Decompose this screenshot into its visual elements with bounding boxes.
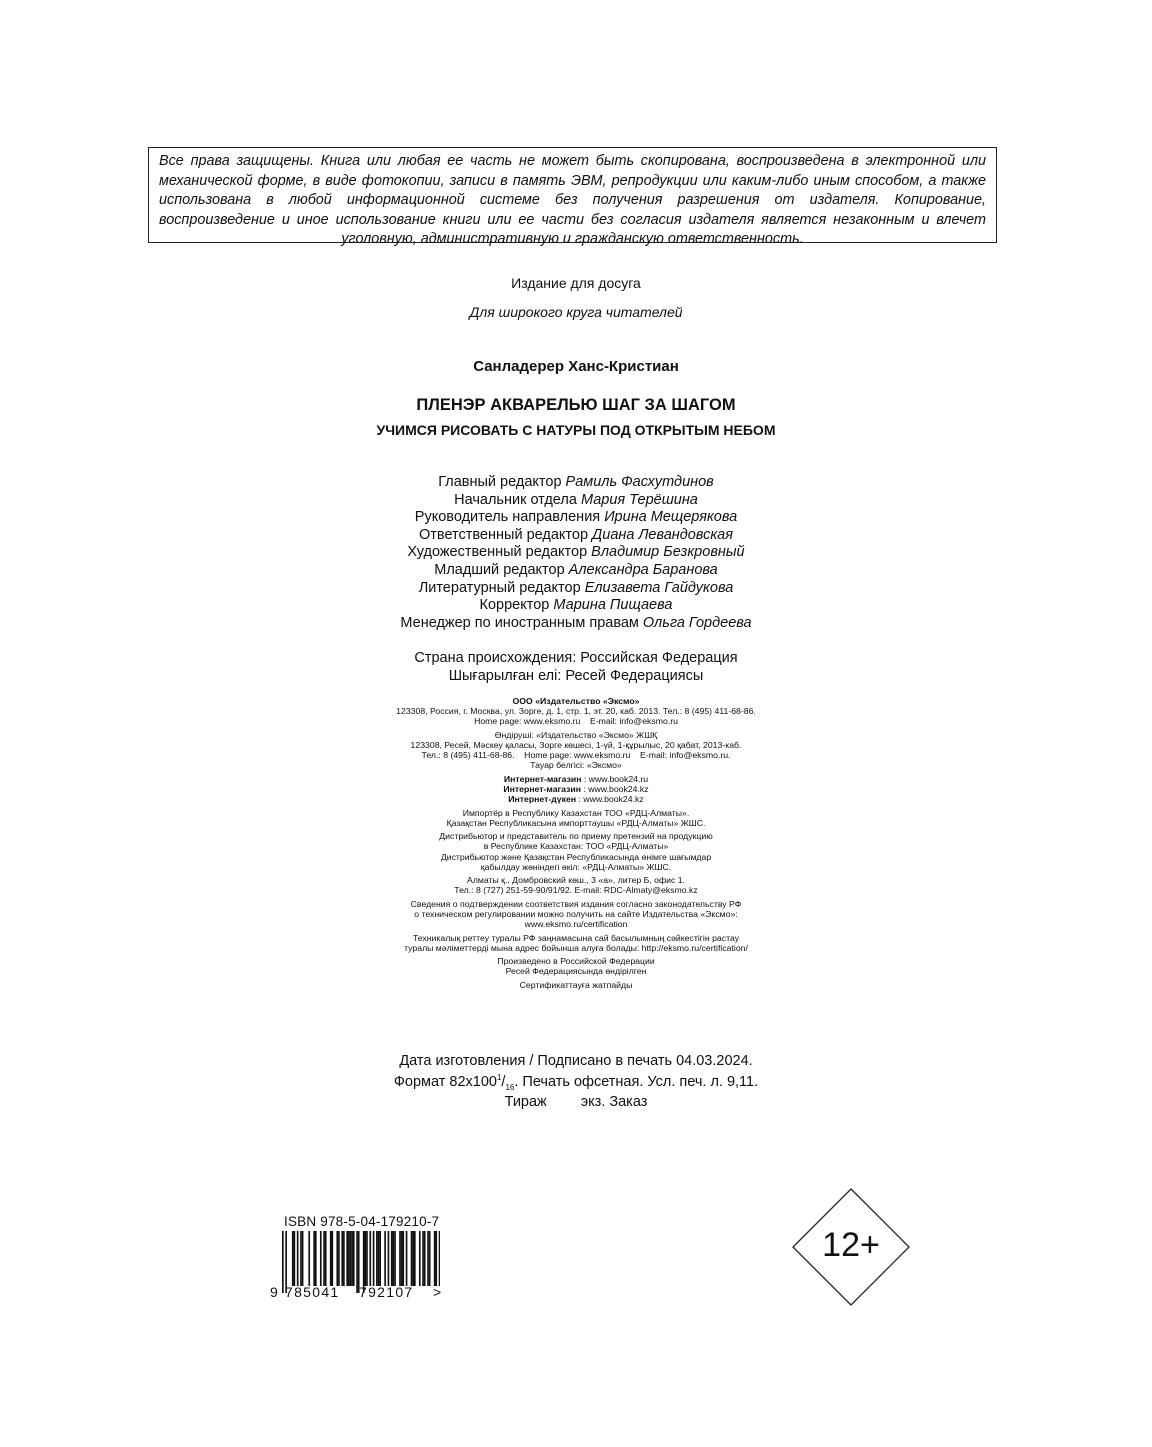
book-title: ПЛЕНЭР АКВАРЕЛЬЮ ШАГ ЗА ШАГОМ [416, 396, 736, 414]
barcode-bar [412, 1231, 414, 1286]
print-date: Дата изготовления / Подписано в печать 04.03.2024. [399, 1053, 753, 1069]
shop-ru: Интернет-магазин : www.book24.ru [503, 773, 649, 784]
age-rating-label: 12+ [822, 1226, 880, 1264]
barcode-bar [332, 1231, 334, 1286]
cert-ru-3: www.eksmo.ru/certification [524, 919, 628, 930]
barcode-bar [338, 1231, 340, 1286]
credit-line: Менеджер по иностранным правам Ольга Гордеева [400, 614, 752, 631]
almaty-address: Алматы қ., Домбровский көш., 3 «а», литер Б, офис 1. [467, 875, 685, 886]
distributor-info [0, 831, 1152, 872]
barcode-bar [353, 1231, 355, 1286]
barcode-bar [393, 1231, 395, 1286]
country-of-origin [0, 650, 1152, 685]
publisher-address: 123308, Россия, г. Москва, ул. Зорге, д. 1, стр. 1, эт. 20, каб. 2013. Тел.: 8 (495) 411-68-86. [396, 706, 756, 717]
distributor-kz-2: қабылдау жөніндегі өкіл: «РДЦ-Алматы» ЖШС. [480, 861, 672, 872]
credit-line: Начальник отдела Мария Терёшина [454, 491, 698, 508]
barcode-bar [434, 1231, 436, 1286]
edition-type: Издание для досуга [511, 275, 641, 291]
barcode-bar [313, 1231, 315, 1286]
barcode-bar [351, 1231, 353, 1286]
barcode-bar [297, 1231, 299, 1286]
barcode-bar [294, 1231, 296, 1286]
made-ru: Произведено в Российской Федерации [497, 956, 655, 967]
cert-kz-2: туралы мәліметтерді мына адрес бойынша алуға болады: http://eksmo.ru/certification/ [404, 942, 748, 953]
barcode-bar [419, 1231, 421, 1286]
credit-line: Художественный редактор Владимир Безкровный [407, 544, 745, 561]
barcode-bar [346, 1231, 348, 1286]
age-rating-badge [792, 1188, 910, 1306]
made-in [0, 956, 1152, 976]
almaty-contacts: Тел.: 8 (727) 251-59-90/91/92. E-mail: RDC-Almaty@eksmo.kz [454, 885, 698, 896]
isbn-number: ISBN 978-5-04-179210-7 [284, 1214, 440, 1229]
barcode-bar [323, 1231, 325, 1286]
credit-line: Корректор Марина Пищаева [479, 597, 673, 614]
author: Санладерер Ханс-Кристиан [473, 358, 679, 375]
barcode-bar [384, 1231, 386, 1286]
credit-line: Руководитель направления Ирина Мещерякова [414, 509, 738, 526]
barcode-bar [435, 1231, 437, 1286]
barcode-bar [373, 1231, 375, 1286]
barcode-bar [365, 1231, 367, 1286]
barcode-bar [378, 1231, 380, 1286]
barcode-bar [376, 1231, 378, 1286]
barcode-bar [402, 1231, 404, 1286]
barcode-bar [330, 1231, 332, 1286]
print-info [0, 1051, 1152, 1113]
barcode-left-group: 785041 [285, 1284, 340, 1300]
barcode-bar [325, 1231, 327, 1286]
barcode-bar [427, 1231, 429, 1286]
distributor-ru-2: в Республике Казахстан: ТОО «РДЦ-Алматы» [483, 841, 669, 852]
cert-ru-1: Сведения о подтверждении соответствия издания согласно законодательству РФ [410, 898, 742, 909]
publisher-info [0, 696, 1152, 727]
no-cert: Сертификаттауға жатпайды [519, 979, 633, 990]
barcode-bar [391, 1231, 393, 1286]
book-subtitle: УЧИМСЯ РИСОВАТЬ С НАТУРЫ ПОД ОТКРЫТЫМ НЕБОМ [376, 422, 776, 438]
barcode-bar [394, 1231, 396, 1286]
barcode-bar [356, 1231, 358, 1293]
barcode-bar [300, 1231, 302, 1286]
barcode-bar [424, 1231, 426, 1286]
distributor-kz-1: Дистрибьютор және Қазақстан Республикасында өнімге шағымдар [440, 851, 712, 862]
barcode-bar [315, 1231, 317, 1286]
kz-producer-info [0, 730, 1152, 771]
publisher-web: Home page: www.eksmo.ru E-mail: info@eksmo.ru [474, 716, 678, 727]
kz-trademark: Тауар белгісі: «Эксмо» [530, 760, 622, 771]
credit-line: Главный редактор Рамиль Фасхутдинов [438, 474, 714, 490]
no-certification [0, 980, 1152, 990]
made-kz: Ресей Федерациясында өндірілген [505, 966, 647, 977]
barcode-bar [302, 1231, 304, 1286]
barcode-bar [401, 1231, 403, 1286]
certification-ru [0, 899, 1152, 930]
audience: Для широкого круга читателей [469, 304, 683, 320]
distributor-ru-1: Дистрибьютор и представитель по приему претензий на продукцию [439, 831, 713, 842]
barcode-bar [406, 1231, 408, 1286]
certification-kz [0, 933, 1152, 953]
importer-kz: Қазақстан Республикасына импорттаушы «РДЦ-Алматы» ЖШС. [446, 817, 706, 828]
barcode-bar [399, 1231, 401, 1286]
copyright-text: Все права защищены. Книга или любая ее часть не может быть скопирована, воспроизведена в электронной или механической форме, в виде фотокопии, записи в память ЭВМ, репродукции или каким-либо иным способом, а также использована в любой информационной системе без получения разрешения от издателя. Копирование, воспроизведение и иное использование книги или ее части без согласия издателя является незаконным и влечет уголовную, административную и гражданскую ответственность. [159, 153, 986, 247]
credits-list [0, 474, 1152, 632]
barcode-bar [366, 1231, 368, 1286]
origin-ru: Страна происхождения: Российская Федерация [414, 650, 738, 666]
print-format: Формат $82х100^1/_{16}$. Печать офсетная. Усл. печ. л. 9,11. [393, 1072, 759, 1092]
barcode-bar [320, 1231, 322, 1286]
barcode-bar [343, 1231, 345, 1286]
credit-line: Литературный редактор Елизавета Гайдукова [418, 579, 734, 596]
barcode-bar [369, 1231, 371, 1286]
importer-ru: Импортёр в Республику Казахстан ТОО «РДЦ-Алматы». [462, 807, 690, 818]
barcode-trail-mark: > [433, 1284, 442, 1300]
publisher-name: ООО «Издательство «Эксмо» [512, 696, 640, 706]
barcode-lead-digit: 9 [270, 1284, 278, 1300]
origin-kz: Шығарылған елі: Ресей Федерациясы [448, 667, 704, 684]
barcode-bar [336, 1231, 338, 1286]
cert-ru-2: о техническом регулировании можно получить на сайте Издательства «Эксмо»: [414, 908, 738, 919]
barcode-bar [308, 1231, 310, 1286]
barcode-bar [439, 1231, 440, 1286]
kz-address: 123308, Ресей, Мәскеу қаласы, Зорге көшесі, 1-үй, 1-құрылыс, 20 қабат, 2013-каб. [410, 740, 742, 750]
barcode-bar [411, 1231, 413, 1286]
online-shops [0, 774, 1152, 805]
shop-kz: Интернет-магазин : www.book24.kz [503, 784, 649, 794]
credit-line: Младший редактор Александра Баранова [434, 561, 718, 578]
copyright-notice [148, 147, 997, 247]
barcode-bar [379, 1231, 381, 1286]
barcode-bar [388, 1231, 390, 1286]
cert-kz-1: Техникалық реттеу туралы РФ заңнамасына сай басылымның сәйкестігін растау [412, 932, 740, 943]
barcode-bar [414, 1231, 416, 1286]
shop-kz-2: Интернет-дүкен : www.book24.kz [508, 794, 644, 805]
importer-info [0, 808, 1152, 828]
barcode-bar [348, 1231, 350, 1286]
isbn-barcode [270, 1214, 450, 1304]
barcode-right-group: 792107 [359, 1284, 414, 1300]
barcode-bar [350, 1231, 352, 1286]
barcode-bar [282, 1231, 284, 1293]
barcode-bar [341, 1231, 343, 1286]
almaty-office [0, 875, 1152, 895]
print-run: Тираж экз. Заказ [504, 1094, 648, 1110]
barcode-bar [292, 1231, 294, 1286]
barcode-bar [429, 1231, 431, 1286]
kz-contacts: Тел.: 8 (495) 411-68-86. Home page: www.eksmo.ru E-mail: info@eksmo.ru. [421, 750, 731, 761]
barcode-bar [422, 1231, 424, 1286]
credit-line: Ответственный редактор Диана Левандовская [418, 526, 733, 543]
imprint-block [0, 696, 1152, 993]
kz-producer: Өндіруші: «Издательство «Эксмо» ЖШҚ [494, 729, 658, 740]
